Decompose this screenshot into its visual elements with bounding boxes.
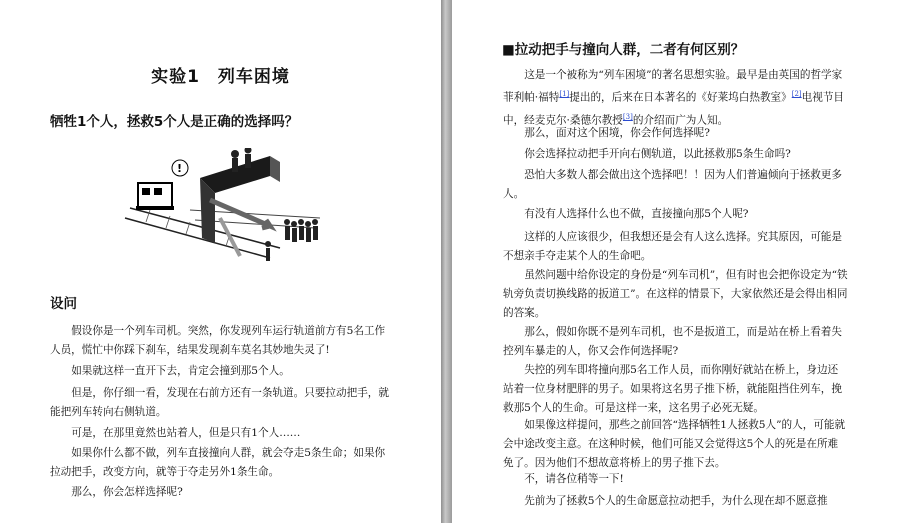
- book-gutter: [441, 0, 452, 523]
- chapter-subtitle: 牺牲1个人，拯救5个人是正确的选择吗？: [50, 114, 299, 130]
- trolley-problem-illustration: [120, 148, 330, 273]
- paragraph: 可是，在那里竟然也站着人，但是只有1个人……: [71, 427, 301, 439]
- text-run: 电视节目中，经麦克尔·桑德尔教授: [503, 91, 845, 127]
- paragraph: 你会选择拉动把手开向右侧轨道，以此拯救那5条生命吗?: [524, 148, 791, 160]
- paragraph: 但是，你仔细一看，发现在右前方还有一条轨道。只要拉动把手，就能把列车转向右侧轨道。: [50, 387, 389, 418]
- paragraph: 如果像这样提问，那些之前回答“选择牺牲1人拯救5人”的人，可能就会中途改变主意。在这种时候，他们可能又会觉得这5个人的死是在所难免了。因为他们不想故意将桥上的男子推下去。: [503, 419, 846, 469]
- svg-text:!: !: [177, 162, 183, 175]
- paragraph: 这样的人应该很少，但我想还是会有人这么选择。究其原因，可能是不想亲手夺走某个人的生命吧。: [503, 231, 842, 262]
- text-run: 这是一个被称为“列车困境”的著名思想实验。最早是由英国的哲学家菲利帕·福特: [503, 69, 843, 104]
- footnote-ref[interactable]: [3]: [622, 112, 633, 121]
- text-run: 提出的，后来在日本著名的《好莱坞白热教室》: [569, 91, 792, 104]
- paragraph: 不，请各位稍等一下!: [524, 473, 624, 485]
- paragraph: 那么，面对这个困境，你会作何选择呢?: [524, 127, 710, 139]
- paragraph: 恐怕大多数人都会做出这个选择吧！！因为人们普遍倾向于拯救更多人。: [503, 169, 842, 200]
- paragraph: [503, 66, 848, 130]
- paragraph: 虽然问题中给你设定的身份是“列车司机”，但有时也会把你设定为“铁轨旁负责切换线路的扳道工”。在这样的情景下，大家依然还是会得出相同的答案。: [503, 269, 848, 319]
- paragraph: 先前为了拯救5个人的生命愿意拉动把手，为什么现在却不愿意推: [524, 495, 828, 507]
- paragraph: 那么，你会怎样选择呢?: [71, 486, 183, 498]
- left-page: [0, 0, 441, 523]
- paragraph: 假设你是一个列车司机。突然，你发现列车运行轨道前方有5名工作人员，慌忙中你踩下刹车，结果发现刹车莫名其妙地失灵了!: [50, 325, 386, 356]
- paragraph: 如果你什么都不做，列车直接撞向人群，就会夺走5条生命；如果你拉动把手，改变方向，就等于夺走另外1条生命。: [50, 447, 386, 478]
- paragraph: 有没有人选择什么也不做，直接撞向那5个人呢?: [524, 208, 749, 220]
- paragraph: 失控的列车即将撞向那5名工作人员，而你刚好就站在桥上，身边还站着一位身材肥胖的男子。如果将这名男子推下桥，就能阻挡住列车，挽救那5个人的生命。可是这样一来，这名男子必死无疑。: [503, 364, 842, 414]
- right-page: [452, 0, 900, 523]
- footnote-ref[interactable]: [1]: [559, 90, 570, 98]
- chapter-title: 实验1 列车困境: [151, 67, 290, 87]
- section-heading: ■拉动把手与撞向人群，二者有何区别？: [502, 42, 745, 58]
- footnote-ref[interactable]: [2]: [791, 90, 802, 98]
- paragraph: 如果就这样一直开下去，肯定会撞到那5个人。: [71, 365, 290, 377]
- section-heading: 设问: [50, 296, 77, 312]
- paragraph: 那么，假如你既不是列车司机，也不是扳道工，而是站在桥上看着失控列车暴走的人，你又会作何选择呢?: [503, 326, 842, 357]
- text-run: 的介绍而广为人知。: [632, 114, 729, 127]
